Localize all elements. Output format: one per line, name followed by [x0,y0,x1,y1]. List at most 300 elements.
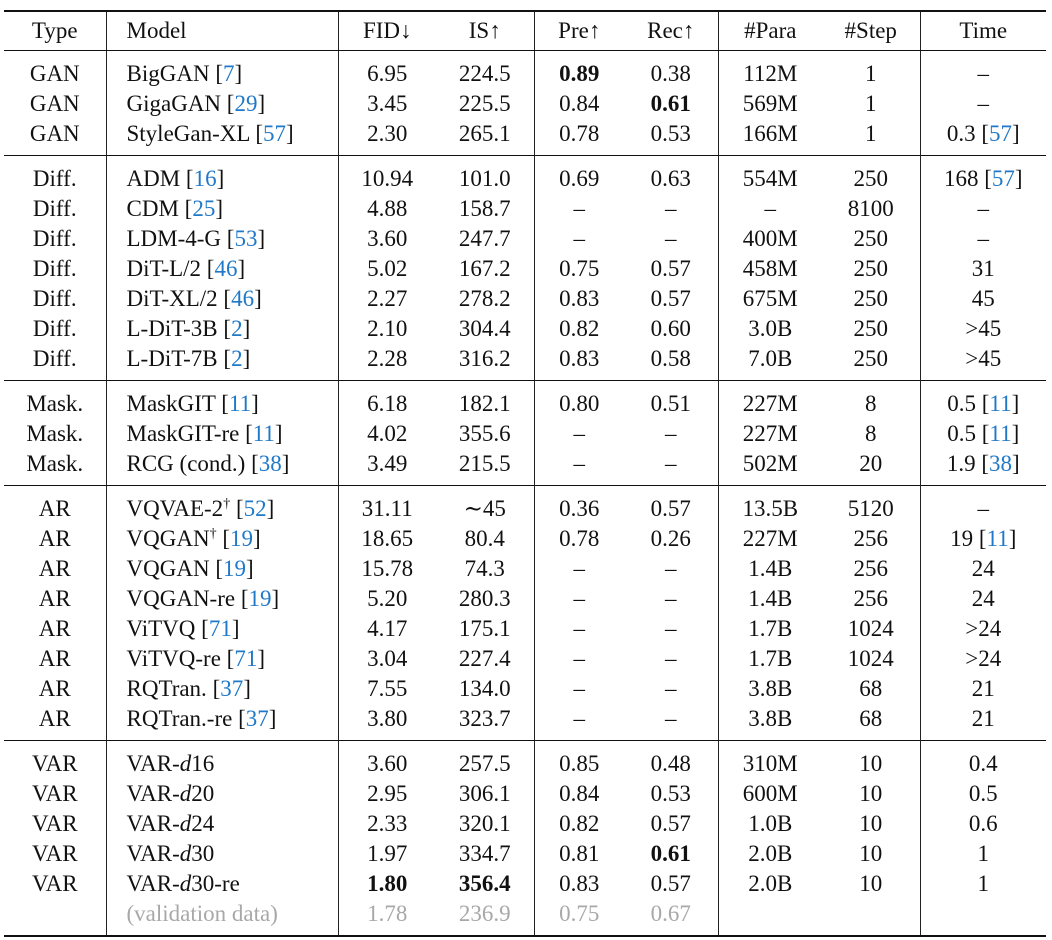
citation-ref: 25 [192,196,216,221]
table-row [4,839,1046,869]
cell-para: 310M [742,751,798,776]
cell-rec: 0.63 [624,156,718,195]
table-row [4,809,1046,839]
cell-fid: 3.80 [367,706,408,731]
cell-model: DiT-L/2 [46] [106,254,338,284]
cell-rec: – [624,584,718,614]
table-row [4,254,1046,284]
row-group [4,741,1046,937]
cell-para: 458M [742,256,798,281]
cell-type: GAN [4,119,106,156]
table-row [4,89,1046,119]
cell-time: – [977,91,989,116]
cell-pre: 0.78 [559,526,600,551]
cell-pre: – [573,226,585,251]
cell-rec: 0.38 [624,51,718,90]
cell-type: VAR [4,839,106,869]
table-row [4,224,1046,254]
cell-fid: 2.10 [367,316,408,341]
cell-pre: – [573,676,585,701]
cell-model: DiT-XL/2 [46] [106,284,338,314]
cell-rec: 0.58 [624,344,718,381]
cell-step: 8100 [822,194,920,224]
cell-is: 356.4 [436,869,534,899]
cell-pre: – [573,196,585,221]
cell-time: – [977,61,989,86]
cell-model: GigaGAN [29] [106,89,338,119]
cell-type: Diff. [4,344,106,381]
table-row [4,674,1046,704]
cell-fid: 3.04 [367,646,408,671]
cell-para: 227M [742,526,798,551]
cell-step: 8 [822,419,920,449]
cell-pre: 0.85 [559,751,600,776]
cell-rec: 0.48 [624,741,718,780]
cell-model: ViTVQ [71] [106,614,338,644]
model-depth-var: d [179,781,192,806]
row-group [4,156,1046,381]
cell-rec: – [624,419,718,449]
cell-time: 21 [971,676,995,701]
cell-is: 306.1 [436,779,534,809]
cell-type: GAN [4,89,106,119]
cell-rec: 0.57 [624,809,718,839]
cell-para: 554M [742,166,798,191]
cell-is: 316.2 [436,344,534,381]
cell-step: 250 [822,314,920,344]
col-type-header: Type [4,11,106,51]
table-row [4,284,1046,314]
cell-time: 168 [57] [943,166,1023,191]
cell-para: 400M [742,226,798,251]
cell-model: VAR-d30 [106,839,338,869]
cell-rec: – [624,704,718,741]
cell-step: 1 [822,51,920,90]
cell-rec: 0.51 [624,381,718,420]
citation-ref: 46 [231,286,255,311]
cell-type: AR [4,704,106,741]
cell-model: VAR-d16 [106,741,338,780]
citation-ref: 37 [245,706,269,731]
cell-type: VAR [4,741,106,780]
cell-is: 167.2 [436,254,534,284]
cell-para: 1.4B [748,586,793,611]
dagger-mark: † [223,496,231,512]
cell-fid: 6.95 [367,61,408,86]
cell-is: 320.1 [436,809,534,839]
cell-time: 31 [971,256,995,281]
cell-step: 8 [822,381,920,420]
cell-pre: 0.75 [559,901,600,926]
cell-step: 5120 [822,486,920,525]
table-row [4,344,1046,381]
cell-is: 74.3 [436,554,534,584]
cell-model: VQGAN-re [19] [106,584,338,614]
citation-ref: 11 [252,421,275,446]
cell-step: 10 [822,779,920,809]
cell-step: 10 [822,741,920,780]
cell-time: – [977,196,989,221]
cell-pre: 0.69 [559,166,600,191]
table-row [4,584,1046,614]
cell-fid: 4.17 [367,616,408,641]
cell-step: 250 [822,344,920,381]
cell-time: 19 [11] [950,526,1017,551]
cell-para: 1.0B [748,811,793,836]
col-pre-header: Pre↑ [534,11,624,51]
table-row [4,869,1046,899]
citation-ref: 46 [214,256,238,281]
cell-pre: – [573,451,585,476]
cell-type: Diff. [4,224,106,254]
cell-step: 1 [822,119,920,156]
cell-type [4,899,106,936]
col-model-header: Model [106,11,338,51]
cell-is: 257.5 [436,741,534,780]
col-time-header: Time [920,11,1046,51]
cell-type: AR [4,584,106,614]
table-row [4,779,1046,809]
citation-ref: 38 [258,451,282,476]
cell-is: 323.7 [436,704,534,741]
cell-pre: 0.82 [559,316,600,341]
cell-step: 1024 [822,644,920,674]
cell-pre: 0.75 [559,256,600,281]
cell-is: 134.0 [436,674,534,704]
cell-is: 304.4 [436,314,534,344]
cell-fid: 15.78 [361,556,414,581]
cell-type: AR [4,486,106,525]
cell-fid: 2.27 [367,286,408,311]
cell-para: 3.0B [748,316,793,341]
cell-para: 166M [742,121,798,146]
cell-fid: 4.02 [367,421,408,446]
citation-ref: 57 [989,121,1012,146]
row-group [4,51,1046,156]
cell-rec: 0.57 [624,869,718,899]
cell-is: 334.7 [436,839,534,869]
table-row [4,614,1046,644]
cell-rec: 0.57 [624,486,718,525]
cell-fid: 4.88 [367,196,408,221]
cell-is: ∼45 [436,486,534,525]
cell-pre: 0.80 [559,391,600,416]
cell-fid: 2.28 [367,346,408,371]
cell-pre: – [573,706,585,731]
model-depth-var: d [179,751,192,776]
cell-time [920,899,1046,936]
row-group [4,381,1046,486]
cell-rec: – [624,614,718,644]
table-row [4,899,1046,936]
cell-type: AR [4,674,106,704]
cell-model: BigGAN [7] [106,51,338,90]
col-para-header: #Para [718,11,822,51]
cell-type: Diff. [4,254,106,284]
cell-model: (validation data) [106,899,338,936]
table-row [4,381,1046,420]
cell-fid: 2.33 [367,811,408,836]
cell-type: Mask. [4,449,106,486]
citation-ref: 71 [234,646,258,671]
cell-para: 227M [742,391,798,416]
cell-fid: 1.97 [367,841,408,866]
table-row [4,194,1046,224]
cell-fid: 2.95 [367,781,408,806]
cell-time: >45 [965,316,1002,341]
cell-is: 280.3 [436,584,534,614]
cell-fid: 5.20 [367,586,408,611]
cell-rec: 0.61 [624,89,718,119]
cell-type: AR [4,644,106,674]
cell-para: 569M [742,91,798,116]
cell-model: L-DiT-3B [2] [106,314,338,344]
cell-pre: 0.83 [559,346,600,371]
cell-model: ViTVQ-re [71] [106,644,338,674]
citation-ref: 19 [248,586,272,611]
cell-type: VAR [4,779,106,809]
cell-model: VAR-d30-re [106,869,338,899]
cell-model: VAR-d24 [106,809,338,839]
cell-pre: 0.36 [559,496,600,521]
cell-type: Diff. [4,156,106,195]
table-row [4,741,1046,780]
cell-time: 0.5 [11] [947,391,1020,416]
citation-ref: 19 [222,556,246,581]
citation-ref: 38 [989,451,1012,476]
cell-model: RQTran.-re [37] [106,704,338,741]
cell-step: 1 [822,89,920,119]
cell-step: 1024 [822,614,920,644]
cell-step: 250 [822,156,920,195]
citation-ref: 11 [228,391,252,416]
citation-ref: 11 [986,526,1009,551]
header-row [4,11,1046,51]
cell-para: 1.4B [748,556,793,581]
cell-type: AR [4,524,106,554]
citation-ref: 16 [193,166,217,191]
cell-type: Mask. [4,381,106,420]
cell-fid: 3.60 [367,751,408,776]
cell-time: 0.5 [968,781,998,806]
model-depth-var: d [179,841,192,866]
cell-step: 68 [822,674,920,704]
cell-rec: – [624,674,718,704]
cell-is: 175.1 [436,614,534,644]
cell-is: 158.7 [436,194,534,224]
cell-time: >24 [965,616,1002,641]
cell-rec: 0.57 [624,254,718,284]
cell-time: 1.9 [38] [946,451,1020,476]
cell-fid: 1.78 [367,901,408,926]
cell-para: 1.7B [748,646,793,671]
cell-pre: – [573,586,585,611]
table-row [4,156,1046,195]
cell-model: VQGAN [19] [106,554,338,584]
citation-ref: 57 [263,121,286,146]
cell-rec: – [624,644,718,674]
cell-pre: – [573,556,585,581]
cell-rec: – [624,224,718,254]
cell-type: Diff. [4,284,106,314]
cell-rec: 0.67 [624,899,718,936]
col-rec-header: Rec↑ [624,11,718,51]
cell-fid: 5.02 [367,256,408,281]
cell-para: 3.8B [748,706,793,731]
cell-step: 256 [822,584,920,614]
cell-step: 256 [822,554,920,584]
cell-time: 1 [977,841,989,866]
cell-rec: 0.53 [624,119,718,156]
table-row [4,314,1046,344]
cell-model: MaskGIT-re [11] [106,419,338,449]
cell-step: 20 [822,449,920,486]
cell-time: 0.5 [11] [947,421,1020,446]
cell-model: StyleGan-XL [57] [106,119,338,156]
cell-rec: 0.57 [624,284,718,314]
cell-rec: – [624,554,718,584]
cell-time: 24 [971,556,995,581]
citation-ref: 52 [243,496,267,521]
cell-type: VAR [4,869,106,899]
cell-rec: 0.61 [624,839,718,869]
cell-step: 250 [822,254,920,284]
cell-fid: 7.55 [367,676,408,701]
cell-para [718,899,822,936]
citation-ref: 71 [208,616,232,641]
citation-ref: 19 [229,526,253,551]
cell-model: VQGAN† [19] [106,524,338,554]
cell-model: ADM [16] [106,156,338,195]
cell-fid: 2.30 [367,121,408,146]
cell-is: 224.5 [436,51,534,90]
cell-fid: 6.18 [367,391,408,416]
cell-step: 10 [822,839,920,869]
cell-para: 3.8B [748,676,793,701]
cell-step: 256 [822,524,920,554]
cell-is: 236.9 [436,899,534,936]
cell-para: 7.0B [748,346,793,371]
cell-type: Diff. [4,194,106,224]
cell-pre: – [573,616,585,641]
citation-ref: 57 [991,166,1015,191]
cell-pre: 0.84 [559,91,600,116]
cell-is: 278.2 [436,284,534,314]
citation-ref: 29 [234,91,258,116]
citation-ref: 11 [989,391,1012,416]
cell-para: 13.5B [742,496,799,521]
citation-ref: 37 [220,676,244,701]
cell-is: 265.1 [436,119,534,156]
cell-type: AR [4,554,106,584]
cell-pre: – [573,646,585,671]
cell-model: RQTran. [37] [106,674,338,704]
cell-model: L-DiT-7B [2] [106,344,338,381]
cell-is: 225.5 [436,89,534,119]
table-row [4,704,1046,741]
cell-time: 21 [971,706,995,731]
cell-para: 2.0B [748,841,793,866]
model-depth-var: d [179,811,192,836]
cell-time: 24 [971,586,995,611]
cell-time: >24 [965,646,1002,671]
cell-is: 80.4 [436,524,534,554]
citation-ref: 53 [234,226,258,251]
cell-time: 0.4 [968,751,998,776]
cell-is: 215.5 [436,449,534,486]
cell-time: >45 [965,346,1002,371]
col-is-header: IS↑ [436,11,534,51]
cell-step: 10 [822,869,920,899]
cell-type: AR [4,614,106,644]
cell-model: RCG (cond.) [38] [106,449,338,486]
cell-fid: 31.11 [361,496,413,521]
cell-para: 675M [742,286,798,311]
cell-para: 227M [742,421,798,446]
table-row [4,119,1046,156]
cell-type: VAR [4,809,106,839]
cell-pre: 0.78 [559,121,600,146]
cell-pre: – [573,421,585,446]
results-table [4,10,1046,937]
cell-step: 68 [822,704,920,741]
cell-pre: 0.82 [559,811,600,836]
cell-rec: 0.26 [624,524,718,554]
cell-para: – [764,196,776,221]
citation-ref: 7 [222,61,235,86]
cell-time: 1 [977,871,989,896]
cell-fid: 1.80 [367,871,408,896]
citation-ref: 2 [231,346,243,371]
cell-para: 1.7B [748,616,793,641]
cell-type: GAN [4,51,106,90]
cell-pre: 0.83 [559,286,600,311]
cell-is: 227.4 [436,644,534,674]
table-row [4,486,1046,525]
cell-para: 502M [742,451,798,476]
cell-model: MaskGIT [11] [106,381,338,420]
cell-rec: – [624,194,718,224]
cell-fid: 3.45 [367,91,408,116]
cell-pre: 0.89 [559,61,600,86]
cell-time: 0.6 [968,811,998,836]
table-row [4,419,1046,449]
cell-fid: 18.65 [361,526,414,551]
cell-type: Diff. [4,314,106,344]
col-step-header: #Step [822,11,920,51]
cell-step: 10 [822,809,920,839]
cell-model: VQVAE-2† [52] [106,486,338,525]
table-row [4,644,1046,674]
cell-para: 600M [742,781,798,806]
cell-model: VAR-d20 [106,779,338,809]
cell-rec: 0.53 [624,779,718,809]
table-row [4,449,1046,486]
dagger-mark: † [209,526,217,542]
table-row [4,51,1046,90]
cell-pre: 0.84 [559,781,600,806]
cell-is: 101.0 [436,156,534,195]
cell-time: 45 [971,286,995,311]
cell-model: LDM-4-G [53] [106,224,338,254]
cell-is: 182.1 [436,381,534,420]
cell-rec: 0.60 [624,314,718,344]
cell-time: – [977,226,989,251]
cell-step: 250 [822,224,920,254]
cell-time: 0.3 [57] [946,121,1020,146]
cell-fid: 3.49 [367,451,408,476]
cell-pre: 0.81 [559,841,600,866]
